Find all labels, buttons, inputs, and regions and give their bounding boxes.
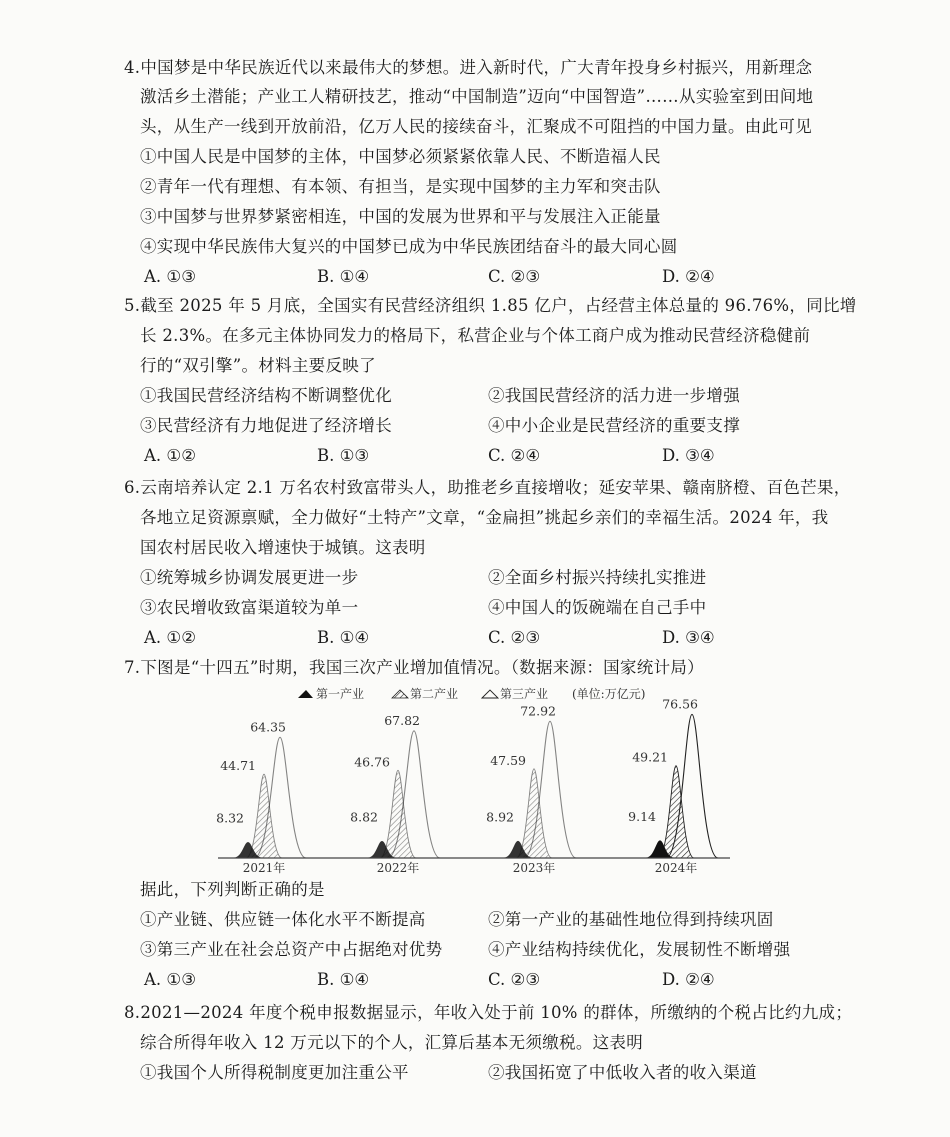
q6-option-b: B. ①④ [317, 628, 370, 647]
q4-stem-line-3: 头，从生产一线到开放前沿，亿万人民的接续奋斗，汇聚成不可阻挡的中国力量。由此可见 [140, 117, 812, 136]
mark-第二产业-2022年 [380, 770, 416, 858]
q5-stem-line-2: 长 2.3%。在多元主体协同发力的格局下，私营企业与个体工商户成为推动民营经济稳健前 [140, 326, 811, 345]
q7-option-a: A. ①③ [144, 970, 196, 989]
q6-option-d: D. ③④ [662, 628, 715, 647]
legend-secondary-label: 第二产业 [410, 687, 459, 701]
q5-stem-line-3: 行的“双引擎”。材料主要反映了 [140, 356, 376, 375]
label-secondary-2022年: 46.76 [354, 754, 390, 770]
q4-stem-line-1: 4.中国梦是中华民族近代以来最伟大的梦想。进入新时代，广大青年投身乡村振兴，用新理念 [124, 58, 813, 77]
label-secondary-2024年: 49.21 [632, 749, 668, 765]
chart-unit: (单位:万亿元) [572, 687, 646, 701]
q5-option-c: C. ②④ [488, 446, 541, 465]
q6-option-c: C. ②③ [488, 628, 541, 647]
label-primary-2023年: 8.92 [486, 809, 514, 825]
q8-stem-line-1: 8.2021—2024 年度个税申报数据显示，年收入处于前 10% 的群体，所缴纳的个税占比约九成； [124, 1003, 853, 1022]
q6-option-a: A. ①② [144, 628, 196, 647]
legend-secondary-swatch [392, 690, 408, 698]
q7-statement-3: ③第三产业在社会总资产中占据绝对优势 [140, 940, 443, 959]
q8-statement-2: ②我国拓宽了中低收入者的收入渠道 [488, 1063, 757, 1082]
mark-第二产业-2024年 [658, 766, 694, 858]
q6-statement-2: ②全面乡村振兴持续扎实推进 [488, 568, 707, 587]
q6-statement-1: ①统筹城乡协调发展更进一步 [140, 568, 359, 587]
q5-statement-4: ④中小企业是民营经济的重要支撑 [488, 416, 740, 435]
q4-statement-2: ②青年一代有理想、有本领、有担当，是实现中国梦的主力军和突击队 [140, 177, 661, 196]
q6-statement-4: ④中国人的饭碗端在自己手中 [488, 598, 707, 617]
label-secondary-2021年: 44.71 [220, 758, 256, 774]
q7-statement-1: ①产业链、供应链一体化水平不断提高 [140, 910, 426, 929]
category-label-2021年: 2021年 [242, 861, 286, 875]
legend-tertiary-label: 第三产业 [500, 687, 549, 701]
legend-tertiary-swatch [482, 690, 498, 698]
q5-stem-line-1: 5.截至 2025 年 5 月底，全国实有民营经济组织 1.85 亿户，占经营主体总量的 96.76%，同比增 [124, 296, 857, 315]
q6-stem-line-3: 国农村居民收入增速快于城镇。这表明 [140, 538, 426, 557]
mark-第二产业-2023年 [516, 769, 552, 858]
label-tertiary-2021年: 64.35 [250, 719, 286, 735]
q7-after-chart: 据此，下列判断正确的是 [140, 880, 325, 899]
q4-statement-3: ③中国梦与世界梦紧密相连，中国的发展为世界和平与发展注入正能量 [140, 207, 661, 226]
q4-option-d: D. ②④ [662, 267, 715, 286]
q8-stem-line-2: 综合所得年收入 12 万元以下的个人，汇算后基本无须缴税。这表明 [140, 1033, 644, 1052]
q6-stem-line-1: 6.云南培养认定 2.1 万名农村致富带头人，助推老乡直接增收；延安苹果、赣南脐橙、百色芒果， [124, 478, 851, 497]
q4-statement-1: ①中国人民是中国梦的主体，中国梦必须紧紧依靠人民、不断造福人民 [140, 147, 661, 166]
q6-statement-3: ③农民增收致富渠道较为单一 [140, 598, 359, 617]
q5-option-b: B. ①③ [317, 446, 370, 465]
chart-marks [216, 696, 718, 875]
label-tertiary-2022年: 67.82 [384, 712, 420, 728]
q4-option-c: C. ②③ [488, 267, 541, 286]
label-tertiary-2024年: 76.56 [662, 696, 698, 712]
q7-option-c: C. ②③ [488, 970, 541, 989]
mark-第二产业-2021年 [246, 774, 282, 858]
category-label-2023年: 2023年 [512, 861, 556, 875]
q5-option-d: D. ③④ [662, 446, 715, 465]
label-primary-2021年: 8.32 [216, 810, 244, 826]
chart-legend [298, 686, 645, 701]
q7-option-d: D. ②④ [662, 970, 715, 989]
q4-option-b: B. ①④ [317, 267, 370, 286]
label-primary-2024年: 9.14 [628, 808, 656, 824]
q4-option-a: A. ①③ [144, 267, 196, 286]
category-label-2022年: 2022年 [376, 861, 420, 875]
q5-statement-3: ③民营经济有力地促进了经济增长 [140, 416, 392, 435]
q5-statement-2: ②我国民营经济的活力进一步增强 [488, 386, 740, 405]
label-secondary-2023年: 47.59 [490, 752, 526, 768]
legend-primary-label: 第一产业 [316, 687, 365, 701]
category-label-2024年: 2024年 [654, 861, 698, 875]
label-tertiary-2023年: 72.92 [520, 703, 556, 719]
q4-stem-line-2: 激活乡土潜能；产业工人精研技艺，推动“中国制造”迈向“中国智造”……从实验室到田间地 [140, 87, 814, 106]
label-primary-2022年: 8.82 [350, 809, 378, 825]
q5-statement-1: ①我国民营经济结构不断调整优化 [140, 386, 392, 405]
q6-stem-line-2: 各地立足资源禀赋，全力做好“土特产”文章，“金扁担”挑起乡亲们的幸福生活。2024 年，我 [140, 508, 829, 527]
q4-statement-4: ④实现中华民族伟大复兴的中国梦已成为中华民族团结奋斗的最大同心圆 [140, 237, 678, 256]
q5-option-a: A. ①② [144, 446, 196, 465]
q7-option-b: B. ①④ [317, 970, 370, 989]
q7-statement-2: ②第一产业的基础性地位得到持续巩固 [488, 910, 774, 929]
q7-stem-line-1: 7.下图是“十四五”时期，我国三次产业增加值情况。（数据来源：国家统计局） [124, 658, 704, 677]
q8-statement-1: ①我国个人所得税制度更加注重公平 [140, 1063, 409, 1082]
legend-primary-swatch [298, 690, 313, 698]
q7-statement-4: ④产业结构持续优化，发展韧性不断增强 [488, 940, 791, 959]
